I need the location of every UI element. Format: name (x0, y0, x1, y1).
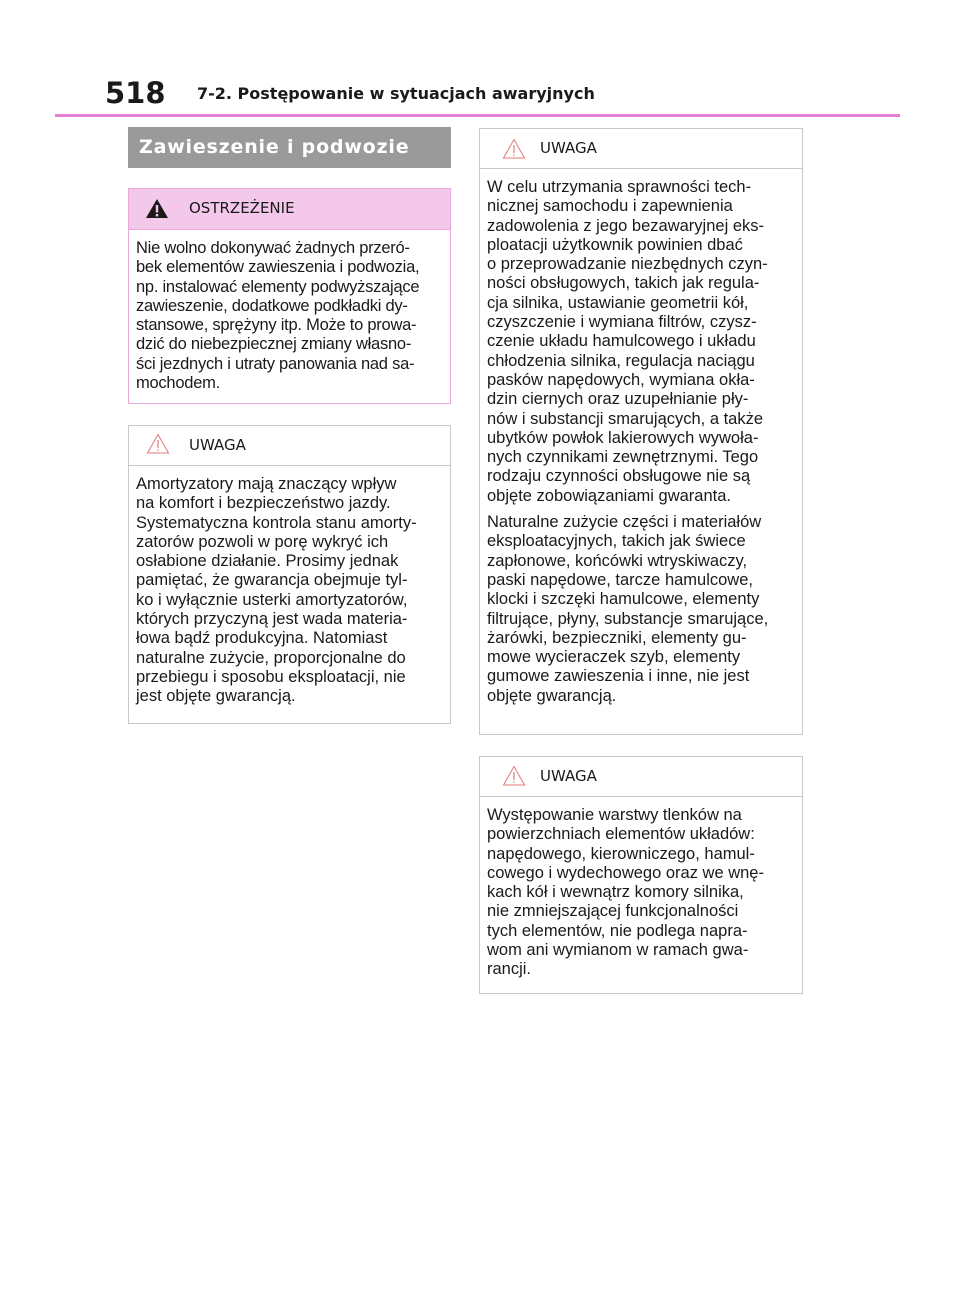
notice-box-header (480, 757, 802, 797)
warning-box-text: Nie wolno dokonywać żadnych przeró- bek elementów zawieszenia i podwozia, np. instalować elementy podwyższające zawieszenie, dodatkowe podkładki dy- stansowe, sprężyny itp. Może to prowa- dzić do niebezpiecznej zmiany własno- ści jezdnych i utraty panowania nad sa- mochodem. (136, 239, 420, 393)
caution-triangle-icon (502, 138, 526, 159)
warning-box (128, 188, 451, 404)
notice-box-paragraph-2: Naturalne zużycie części i materiałów eksploatacyjnych, takich jak świece zapłonowe, końcówki wtryskiwaczy, paski napędowe, tarcze hamulcowe, klocki i szczęki hamulcowe, elementy filtrujące, płyny, substancje smarujące, żarówki, bezpieczniki, elementy gu- mowe wycieraczek szyb, elementy gumowe zawieszenia i inne, nie jest objęte gwarancją. (487, 513, 769, 705)
notice-box-body (480, 169, 802, 706)
warning-box-body (129, 230, 450, 393)
notice-box-header (480, 129, 802, 169)
notice-box-label: UWAGA (540, 767, 597, 785)
notice-box-shock-absorbers (128, 425, 451, 724)
header-divider (55, 114, 900, 117)
chapter-title: 7-2. Postępowanie w sytuacjach awaryjnych (197, 84, 595, 103)
warning-triangle-icon (145, 198, 169, 219)
notice-box-maintenance (479, 128, 803, 735)
notice-box-text: Występowanie warstwy tlenków na powierzchniach elementów układów: napędowego, kierowniczego, hamul- cowego i wydechowego oraz we wnę- kach kół i wewnątrz komory silnika, nie zmniejszającej funkcjonalności tych elementów, nie podlega napra- wom ani wymianom w ramach gwa- rancji. (487, 806, 764, 979)
notice-box-body (129, 466, 450, 707)
notice-box-oxide-layer (479, 756, 803, 994)
notice-box-label: UWAGA (540, 139, 597, 157)
caution-triangle-icon (502, 765, 526, 786)
notice-box-label: UWAGA (189, 436, 246, 454)
warning-box-header (129, 189, 450, 230)
caution-triangle-icon (146, 433, 170, 454)
warning-box-label: OSTRZEŻENIE (189, 199, 295, 217)
page-header (0, 0, 960, 120)
notice-box-body (480, 797, 802, 980)
notice-box-text: Amortyzatory mają znaczący wpływ na komfort i bezpieczeństwo jazdy. Systematyczna kontrola stanu amorty- zatorów pozwoli w porę wykryć ich osłabione działanie. Prosimy jednak pamiętać, że gwarancja obejmuje tyl- ko i wyłącznie usterki amortyzatorów, których przyczyną jest wada materia- łowa bądź produkcyjna. Natomiast naturalne zużycie, proporcjonalne do przebiegu i sposobu eksploatacji, nie jest objęte gwarancją. (136, 475, 417, 706)
notice-box-paragraph-1: W celu utrzymania sprawności tech- nicznej samochodu i zapewnienia zadowolenia z jego bezawaryjnej eks- ploatacji użytkownik powinien dbać o przeprowadzanie niezbędnych czyn- ności obsługowych, takich jak regula- cja silnika, ustawianie geometrii kół, czyszczenie i wymiana filtrów, czysz- czenie układu hamulcowego i układu chłodzenia silnika, regulacja naciągu pasków napędowych, wymiana okła- dzin ciernych oraz uzupełnianie pły- nów i substancji smarujących, a także ubytków powłok lakierowych wywoła- nych czynnikami zewnętrznymi. Tego rodzaju czynności obsługowe nie są objęte zobowiązaniami gwaranta. (487, 178, 768, 505)
page-number: 518 (105, 76, 166, 110)
section-title: Zawieszenie i podwozie (128, 127, 451, 168)
notice-box-header (129, 426, 450, 466)
